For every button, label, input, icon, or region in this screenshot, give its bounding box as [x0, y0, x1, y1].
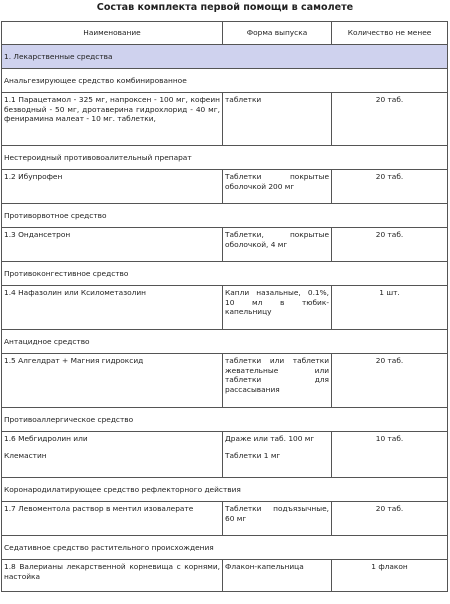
header-name: Наименование	[2, 22, 223, 45]
item-name: 1.3 Ондансетрон	[2, 228, 223, 262]
group-label: Анальгезирующее средство комбинированное	[2, 69, 448, 93]
item-name: 1.4 Нафазолин или Ксилометазолин	[2, 286, 223, 330]
item-name: 1.7 Левоментола раствор в ментил изовалерате	[2, 502, 223, 536]
item-qty: 10 таб.	[332, 432, 448, 478]
table-row	[2, 354, 448, 408]
item-name-primary: 1.6 Мебгидролин или	[4, 434, 88, 443]
item-form	[223, 432, 332, 478]
page-title: Состав комплекта первой помощи в самолете	[96, 2, 354, 13]
group-label: Нестероидный противовоалительный препарат	[2, 146, 448, 170]
group-row	[2, 204, 448, 228]
first-aid-kit-table	[1, 21, 448, 592]
item-qty: 20 таб.	[332, 228, 448, 262]
table-row	[2, 502, 448, 536]
group-label: Противоконгестивное средство	[2, 262, 448, 286]
group-row	[2, 262, 448, 286]
group-label: Седативное средство растительного происхождения	[2, 536, 448, 560]
item-form: Таблетки подъязычные, 60 мг	[223, 502, 332, 536]
item-qty: 1 флакон	[332, 560, 448, 592]
group-row	[2, 408, 448, 432]
table-row	[2, 228, 448, 262]
section-row	[2, 45, 448, 69]
group-label: Коронародилатирующее средство рефлекторного действия	[2, 478, 448, 502]
table-row	[2, 286, 448, 330]
group-row	[2, 536, 448, 560]
group-label: Антацидное средство	[2, 330, 448, 354]
table-row	[2, 560, 448, 592]
section-label: 1. Лекарственные средства	[2, 45, 448, 69]
item-name: 1.1 Парацетамол - 325 мг, напроксен - 100 мг, кофеин безводный - 50 мг, дротаверина гидрохлорид - 40 мг, фенирамина малеат - 10 мг. таблетки,	[2, 93, 223, 146]
item-name	[2, 432, 223, 478]
group-row	[2, 478, 448, 502]
item-name: 1.5 Алгелдрат + Магния гидроксид	[2, 354, 223, 408]
header-qty: Количество не менее	[332, 22, 448, 45]
group-row	[2, 69, 448, 93]
item-form: таблетки или таблетки жевательные или таблетки для рассасывания	[223, 354, 332, 408]
table-header-row	[2, 22, 448, 45]
item-qty: 20 таб.	[332, 93, 448, 146]
item-form-alternative: Таблетки 1 мг	[225, 450, 281, 460]
item-qty: 20 таб.	[332, 354, 448, 408]
item-form: Таблетки покрытые оболочкой 200 мг	[223, 170, 332, 204]
item-qty: 20 таб.	[332, 170, 448, 204]
group-label: Противорвотное средство	[2, 204, 448, 228]
item-name-alternative: Клемастин	[4, 450, 47, 460]
item-form: Капли назальные, 0.1%, 10 мл в тюбик-капельницу	[223, 286, 332, 330]
item-form: таблетки	[223, 93, 332, 146]
item-form: Таблетки, покрытые оболочкой, 4 мг	[223, 228, 332, 262]
group-label: Противоаллергическое средство	[2, 408, 448, 432]
group-row	[2, 330, 448, 354]
group-row	[2, 146, 448, 170]
item-name: 1.2 Ибупрофен	[2, 170, 223, 204]
header-form: Форма выпуска	[223, 22, 332, 45]
table-row	[2, 432, 448, 478]
item-qty: 1 шт.	[332, 286, 448, 330]
table-row	[2, 170, 448, 204]
table-row	[2, 93, 448, 146]
item-form: Флакон-капельница	[223, 560, 332, 592]
item-name: 1.8 Валерианы лекарственной корневища с корнями, настойка	[2, 560, 223, 592]
item-form-primary: Драже или таб. 100 мг	[225, 434, 315, 443]
item-qty: 20 таб.	[332, 502, 448, 536]
